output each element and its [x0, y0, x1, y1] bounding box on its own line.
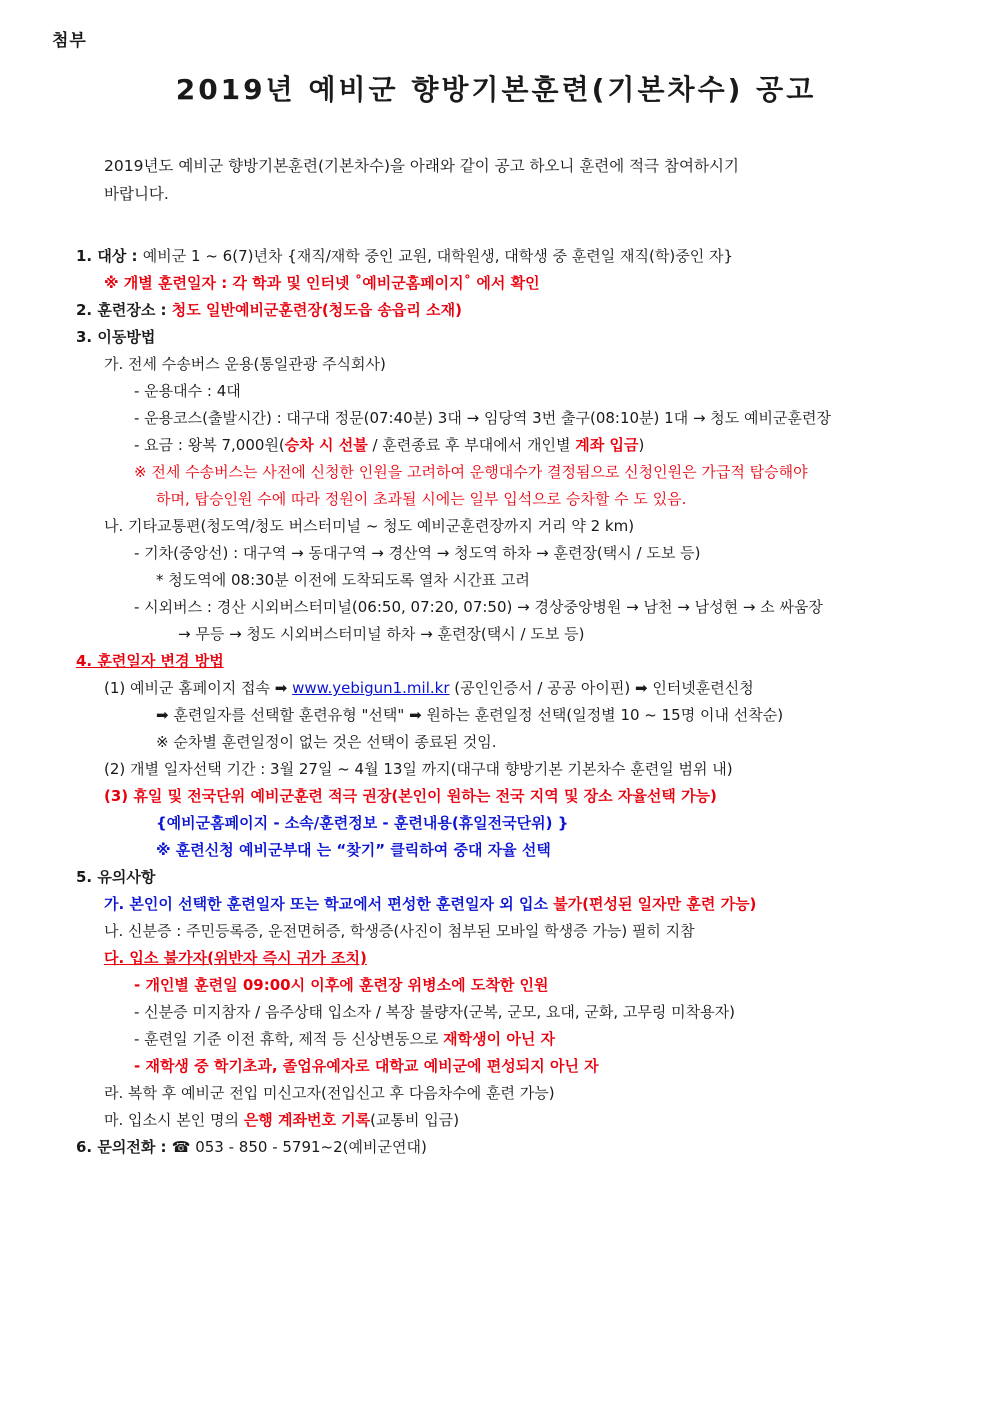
- section-4-3c: ※ 훈련신청 예비군부대 는 “찾기” 클릭하여 중대 자율 선택: [156, 841, 551, 860]
- section-4-2: (2) 개별 일자선택 기간 : 3월 27일 ~ 4월 13일 까지(대구대 향방기본 기본차수 훈련일 범위 내): [104, 760, 733, 779]
- fee-pre: - 요금 : 왕복 7,000원(: [134, 436, 285, 455]
- section-5-c-1: - 개인별 훈련일 09:00시 이후에 훈련장 위병소에 도착한 인원: [134, 976, 549, 995]
- s5-e-post: (교통비 입금): [370, 1111, 460, 1130]
- section-1-note: ※ 개별 훈련일자 : 각 학과 및 인터넷 ˚예비군홈페이지˚ 에서 확인: [104, 274, 540, 293]
- fee-post: ): [638, 436, 645, 455]
- section-3-label: 3. 이동방법: [76, 328, 156, 347]
- section-3-a-3: [46, 432, 946, 459]
- section-5-e: [46, 1107, 946, 1134]
- section-5-label: 5. 유의사항: [76, 868, 156, 887]
- section-5-c-3: [46, 1026, 946, 1053]
- section-5-c: 다. 입소 불가자(위반자 즉시 귀가 조치): [104, 949, 367, 968]
- s5-c3-pre: - 훈련일 기준 이전 휴학, 제적 등 신상변동으로: [134, 1030, 444, 1049]
- section-4-1b: ➡ 훈련일자를 선택할 훈련유형 "선택" ➡ 원하는 훈련일정 선택(일정별 10 ~ 15명 이내 선착순): [156, 706, 784, 725]
- fee-account: 계좌 입금: [575, 436, 639, 455]
- section-5-a: [46, 891, 946, 918]
- section-3-b-4: → 무등 → 청도 시외버스터미널 하차 → 훈련장(택시 / 도보 등): [178, 625, 585, 644]
- fee-prepay: 승차 시 선불: [284, 436, 368, 455]
- attachment-label: 첨부: [52, 31, 87, 51]
- section-3-b-1: - 기차(중앙선) : 대구역 → 동대구역 → 경산역 → 청도역 하차 → 훈련장(택시 / 도보 등): [134, 544, 701, 563]
- s5-a-pre: 가. 본인이 선택한 훈련일자 또는 학교에서 편성한 훈련일자 외 입소: [104, 895, 554, 914]
- intro-line-2: 바랍니다.: [104, 185, 169, 204]
- section-5-c-2: - 신분증 미지참자 / 음주상태 입소자 / 복장 불량자(군복, 군모, 요대, 군화, 고무링 미착용자): [134, 1003, 735, 1022]
- s5-a-red: 불가(편성된 일자만 훈련 가능): [553, 895, 757, 914]
- section-3-b-2: * 청도역에 08:30분 이전에 도착되도록 열차 시간표 고려: [156, 571, 530, 590]
- section-4-3: (3) 휴일 및 전국단위 예비군훈련 적극 권장(본인이 원하는 전국 지역 및 장소 자율선택 가능): [104, 787, 717, 806]
- section-5-d: 라. 복학 후 예비군 전입 미신고자(전입신고 후 다음차수에 훈련 가능): [104, 1084, 555, 1103]
- s5-e-pre: 마. 입소시 본인 명의: [104, 1111, 244, 1130]
- section-5-c-4: - 재학생 중 학기초과, 졸업유예자로 대학교 예비군에 편성되지 아닌 자: [134, 1057, 599, 1076]
- page-title: 2019년 예비군 향방기본훈련(기본차수) 공고: [175, 73, 817, 107]
- intro-paragraph: [46, 152, 946, 209]
- section-1: [46, 243, 946, 270]
- section-1-text: 예비군 1 ~ 6(7)년차 {재직/재학 중인 교원, 대학원생, 대학생 중 훈련일 재직(학)중인 자}: [142, 247, 733, 266]
- section-1-label: 1. 대상 :: [76, 247, 143, 266]
- section-4-1c: ※ 순차별 훈련일정이 없는 것은 선택이 종료된 것임.: [156, 733, 497, 752]
- s4-p1-post: (공인인증서 / 공공 아이핀) ➡ 인터넷훈련신청: [449, 679, 754, 698]
- s5-e-red: 은행 계좌번호 기록: [243, 1111, 371, 1130]
- s5-c3-red: 재학생이 아닌 자: [443, 1030, 556, 1049]
- section-3-b: 나. 기타교통편(청도역/청도 버스터미널 ~ 청도 예비군훈련장까지 거리 약 2 km): [104, 517, 635, 536]
- section-4-3b: {예비군홈페이지 - 소속/훈련정보 - 훈련내용(휴일전국단위) }: [156, 814, 569, 833]
- section-3-a-note-1: ※ 전세 수송버스는 사전에 신청한 인원을 고려하여 운행대수가 결정됨으로 신청인원은 가급적 탑승해야: [134, 463, 808, 482]
- section-6-label: 6. 문의전화 :: [76, 1138, 172, 1157]
- section-6-phone: 053 - 850 - 5791~2(예비군연대): [190, 1138, 427, 1157]
- section-2-text: 청도 일반예비군훈련장(청도읍 송읍리 소재): [171, 301, 462, 320]
- phone-icon: ☎: [171, 1138, 191, 1157]
- intro-line-1: 2019년도 예비군 향방기본훈련(기본차수)을 아래와 같이 공고 하오니 훈련에 적극 참여하시기: [104, 156, 739, 175]
- s4-p1-pre: (1) 예비군 홈페이지 접속 ➡: [104, 679, 293, 698]
- section-3-a-1: - 운용대수 : 4대: [134, 382, 241, 401]
- notice-body: [46, 243, 946, 1161]
- section-3-a-note-2: 하며, 탑승인원 수에 따라 정원이 초과될 시에는 일부 입석으로 승차할 수 도 있음.: [156, 490, 687, 509]
- section-4-1: [46, 675, 946, 702]
- yebigun-homepage-link[interactable]: www.yebigun1.mil.kr: [292, 679, 450, 698]
- section-2-label: 2. 훈련장소 :: [76, 301, 172, 320]
- section-5-b: 나. 신분증 : 주민등록증, 운전면허증, 학생증(사진이 첨부된 모바일 학생증 가능) 필히 지참: [104, 922, 695, 941]
- section-6: [46, 1134, 946, 1161]
- fee-mid: / 훈련종료 후 부대에서 개인별: [367, 436, 576, 455]
- section-3-a-2: - 운용코스(출발시간) : 대구대 정문(07:40분) 3대 → 임당역 3번 출구(08:10분) 1대 → 청도 예비군훈련장: [134, 409, 831, 428]
- section-3-b-3: - 시외버스 : 경산 시외버스터미널(06:50, 07:20, 07:50) → 경상중앙병원 → 남천 → 남성현 → 소 싸움장: [134, 598, 823, 617]
- section-3-a: 가. 전세 수송버스 운용(통일관광 주식회사): [104, 355, 386, 374]
- section-4-label: 4. 훈련일자 변경 방법: [76, 652, 224, 671]
- section-2: [46, 297, 946, 324]
